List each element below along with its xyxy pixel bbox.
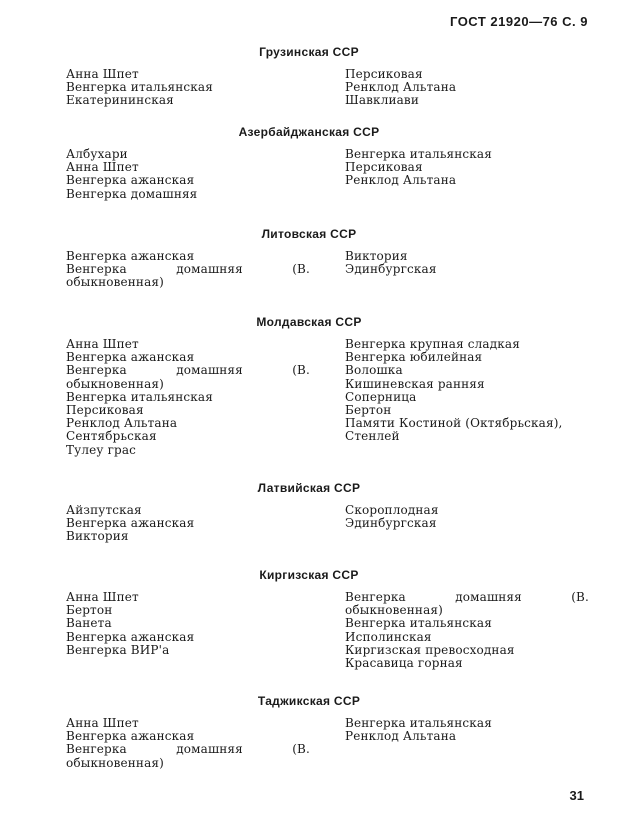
variety-item: Эдинбургская	[345, 262, 437, 277]
variety-item: Киргизская превосходная	[345, 642, 515, 657]
left-column	[66, 148, 310, 201]
region-section	[0, 567, 618, 671]
page-number: 31	[569, 788, 584, 803]
section-title: Киргизская ССР	[259, 568, 359, 582]
variety-item: Венгерка ажанская	[66, 350, 195, 365]
region-section	[0, 314, 618, 457]
variety-item: Стенлей	[345, 429, 400, 444]
variety-item: Венгерка юбилейная	[345, 350, 483, 365]
section-title: Латвийская ССР	[257, 481, 361, 495]
variety-item: Венгерка ажанская	[66, 249, 195, 263]
variety-item: Памяти Костиной (Октябрьская),	[345, 416, 563, 431]
right-column	[345, 591, 589, 670]
variety-item: Анна Шпет	[66, 67, 139, 81]
variety-item: Соперница	[345, 389, 417, 404]
right-column	[345, 250, 589, 276]
section-title: Литовская ССР	[261, 227, 357, 241]
right-column	[345, 338, 589, 444]
variety-item: Ренклод Альтана	[345, 80, 457, 95]
right-column	[345, 68, 589, 108]
variety-item: Виктория	[345, 249, 408, 263]
variety-item: Венгерка домашняя (В. обыкновенная)	[66, 742, 310, 770]
left-column	[66, 250, 310, 290]
variety-item: Сентябрьская	[66, 429, 157, 444]
variety-item: Кишиневская ранняя	[345, 376, 485, 391]
variety-item: Венгерка итальянская	[345, 147, 492, 161]
variety-item: Венгерка итальянская	[66, 80, 213, 95]
variety-item: Ренклод Альтана	[345, 729, 457, 744]
variety-item: Шавклиави	[345, 93, 419, 108]
variety-item: Виктория	[66, 529, 129, 544]
variety-item: Екатерининская	[66, 93, 174, 108]
variety-item: Венгерка ажанская	[66, 516, 195, 531]
region-section	[0, 480, 618, 544]
section-title: Таджикская ССР	[257, 694, 361, 708]
left-column	[66, 504, 310, 544]
variety-item: Ренклод Альтана	[66, 416, 178, 431]
variety-item: Венгерка итальянская	[345, 716, 492, 730]
left-column	[66, 591, 310, 657]
right-column	[345, 717, 589, 743]
variety-item: Скороплодная	[345, 503, 439, 517]
section-title: Азербайджанская ССР	[238, 125, 380, 139]
variety-item: Венгерка ажанская	[66, 173, 195, 188]
region-section	[0, 693, 618, 770]
variety-item: Волошка	[345, 363, 403, 378]
variety-item: Ренклод Альтана	[345, 173, 457, 188]
variety-item: Венгерка домашняя	[66, 186, 198, 201]
variety-item: Тулеу грас	[66, 442, 137, 457]
variety-item: Красавица горная	[345, 656, 463, 671]
variety-item: Албухари	[66, 147, 128, 161]
variety-item: Венгерка крупная сладкая	[345, 337, 520, 351]
variety-item: Бертон	[66, 603, 113, 618]
variety-item: Исполинская	[345, 629, 432, 644]
left-column	[66, 338, 310, 457]
variety-item: Венгерка домашняя (В. обыкновенная)	[345, 590, 589, 618]
left-column	[66, 68, 310, 108]
variety-item: Анна Шпет	[66, 337, 139, 351]
variety-item: Венгерка ажанская	[66, 729, 195, 744]
variety-item: Венгерка ВИР'а	[66, 642, 170, 657]
variety-item: Венгерка домашняя (В. обыкновенная)	[66, 363, 310, 391]
right-column	[345, 148, 589, 188]
variety-item: Айзпутская	[66, 503, 142, 517]
variety-item: Венгерка итальянская	[345, 616, 492, 631]
variety-item: Персиковая	[345, 160, 423, 175]
variety-item: Венгерка домашняя (В. обыкновенная)	[66, 262, 310, 290]
region-section	[0, 124, 618, 201]
right-column	[345, 504, 589, 530]
section-title: Грузинская ССР	[259, 45, 359, 59]
page-header: ГОСТ 21920—76 С. 9	[450, 14, 588, 29]
variety-item: Анна Шпет	[66, 160, 139, 175]
variety-item: Ванета	[66, 616, 112, 631]
variety-item: Эдинбургская	[345, 516, 437, 531]
variety-item: Анна Шпет	[66, 590, 139, 604]
left-column	[66, 717, 310, 770]
region-section	[0, 226, 618, 290]
variety-item: Венгерка ажанская	[66, 629, 195, 644]
variety-item: Венгерка итальянская	[66, 389, 213, 404]
region-section	[0, 44, 618, 108]
variety-item: Персиковая	[66, 403, 144, 418]
variety-item: Анна Шпет	[66, 716, 139, 730]
variety-item: Персиковая	[345, 67, 423, 81]
section-title: Молдавская ССР	[256, 315, 362, 329]
variety-item: Бертон	[345, 403, 392, 418]
